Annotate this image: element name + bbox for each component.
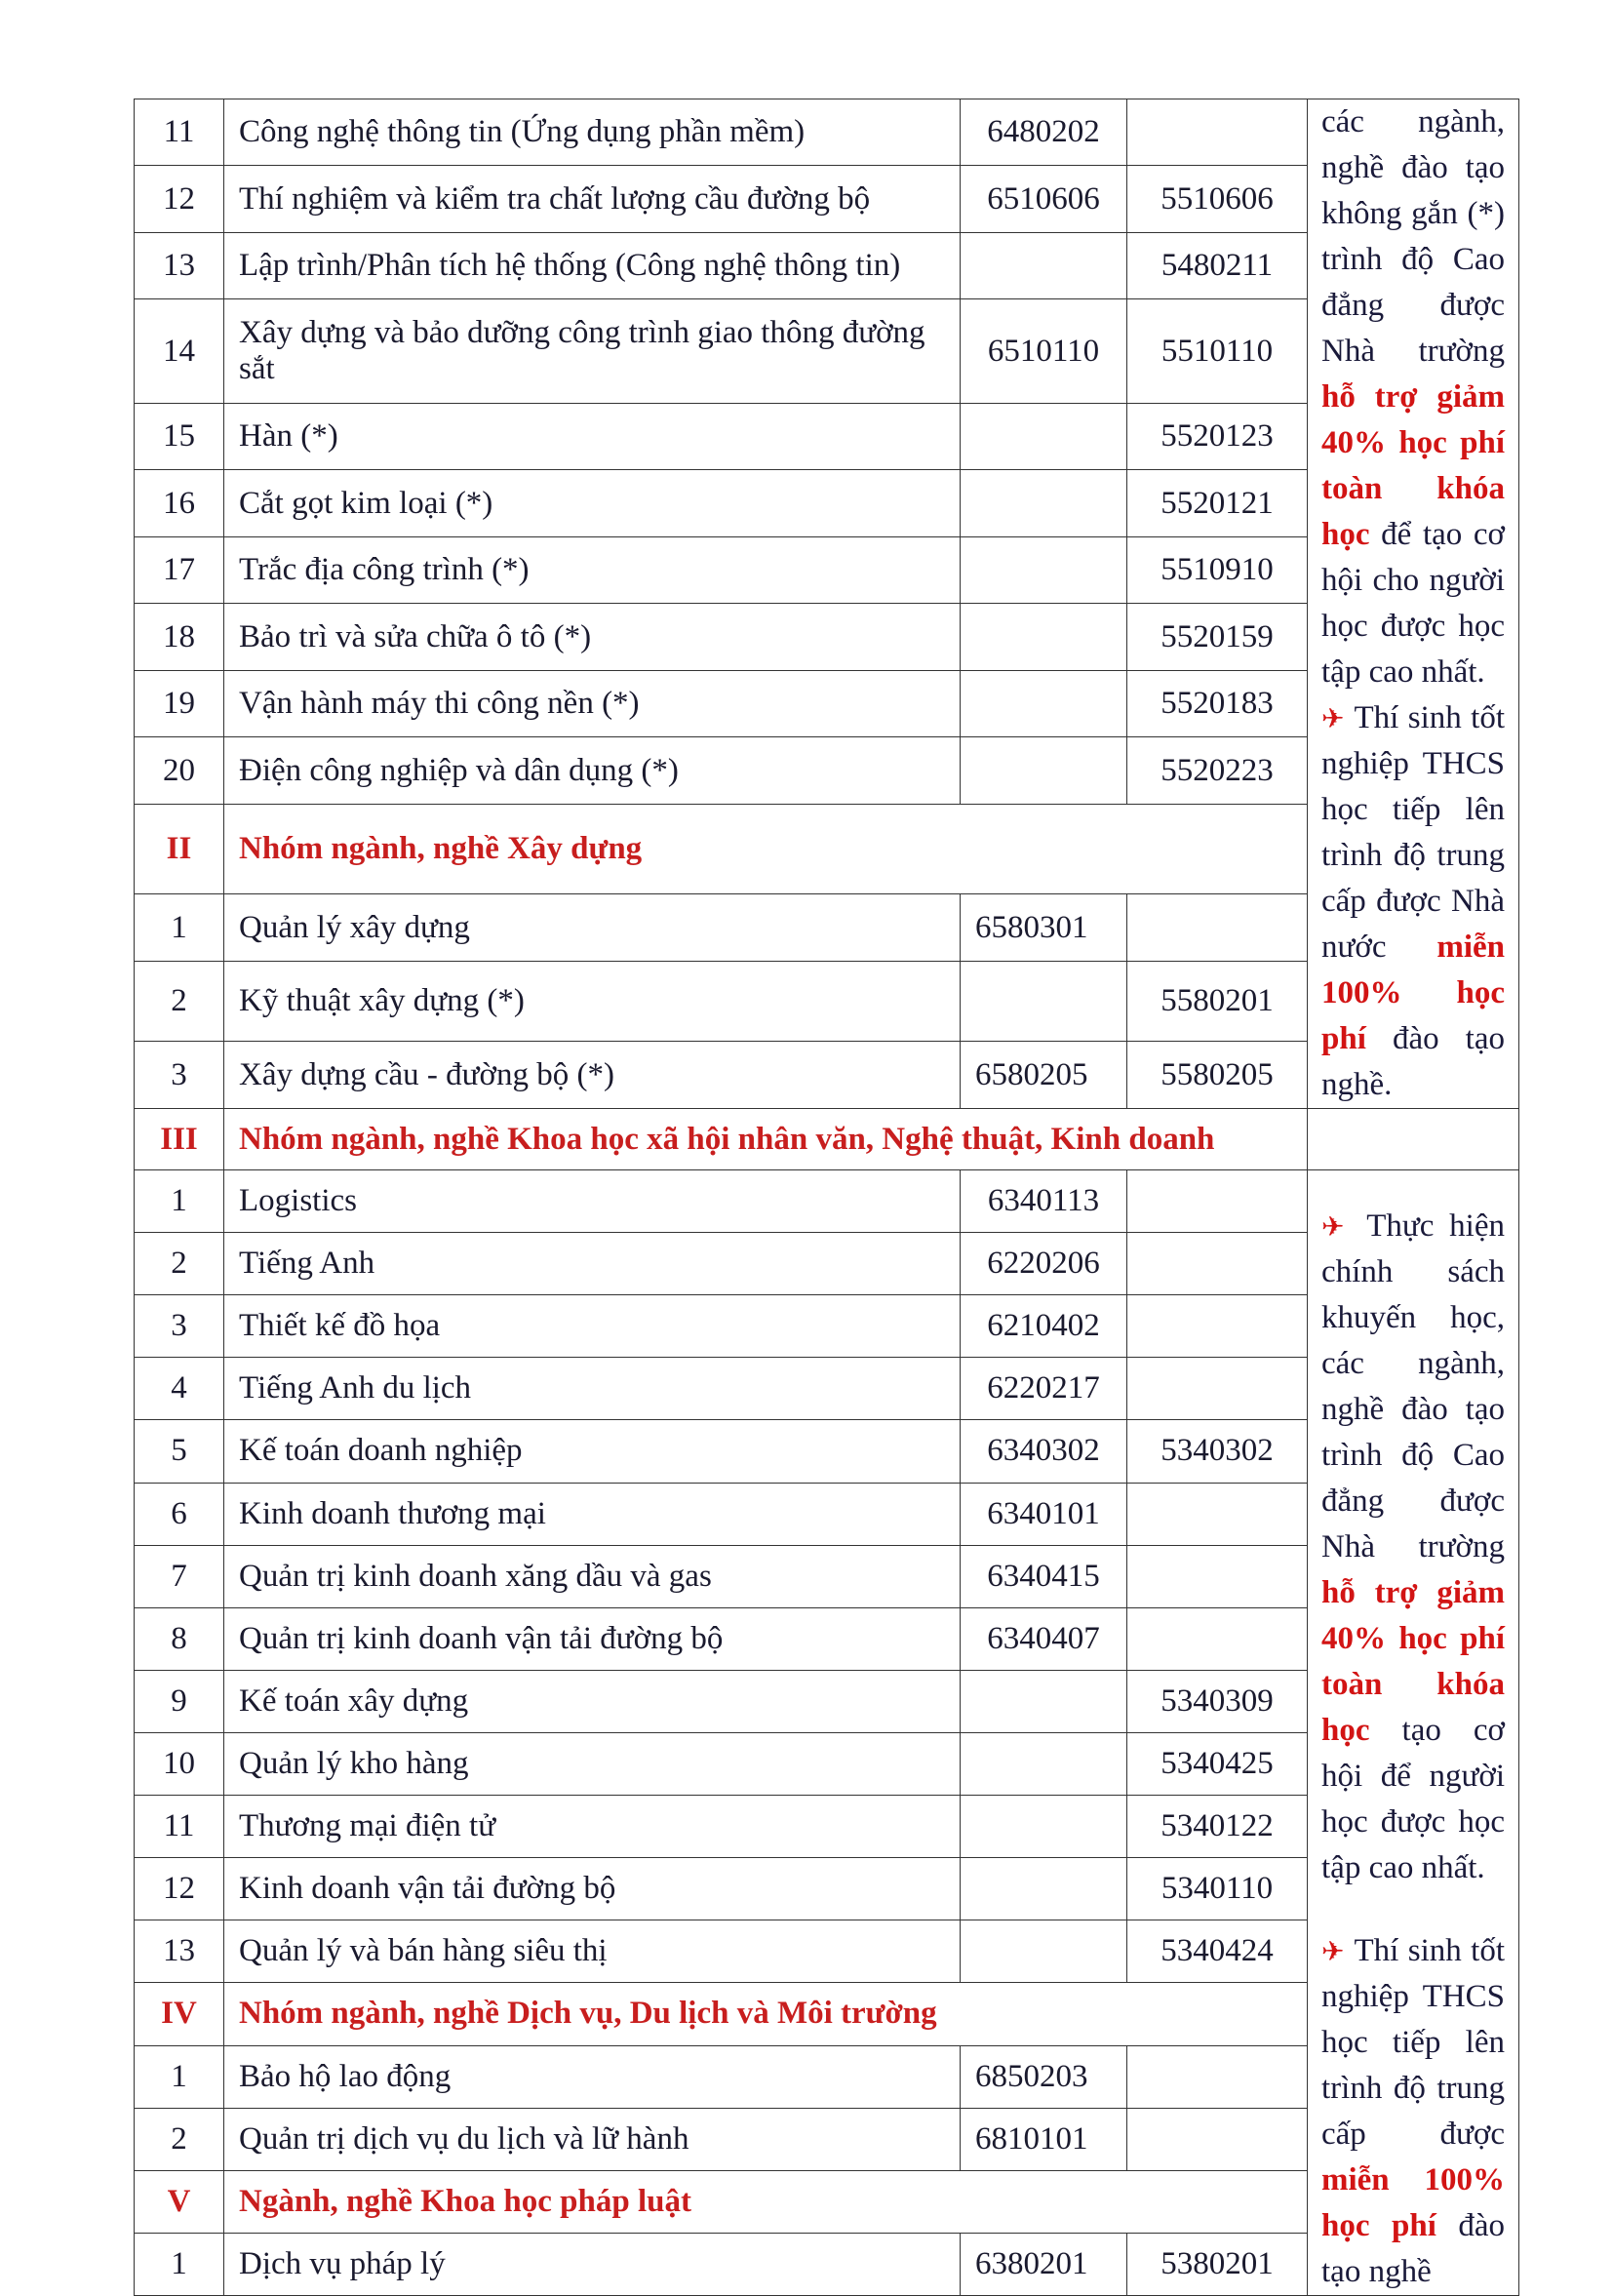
code-college [961,670,1127,736]
program-name: Kỹ thuật xây dựng (*) [224,961,961,1042]
note-bottom-text-1: Thực hiện chính sách khuyến học, các ngành, nghề đào tạo trình độ Cao đẳng được Nhà trường [1321,1208,1505,1564]
group-number: IV [135,1983,224,2045]
code-college [961,232,1127,298]
row-number: 8 [135,1607,224,1670]
program-name: Quản trị dịch vụ du lịch và lữ hành [224,2108,961,2170]
row-number: 2 [135,1233,224,1295]
group-name: Nhóm ngành, nghề Xây dựng [224,804,1308,893]
code-college [961,1796,1127,1858]
row-number: 1 [135,2045,224,2108]
code-college [961,403,1127,469]
note-cell-top [1308,99,1519,1109]
airplane-icon: ✈ [1321,1935,1346,1967]
code-intermediate [1127,1607,1308,1670]
code-college: 6210402 [961,1295,1127,1358]
code-intermediate: 5480211 [1127,232,1308,298]
code-intermediate [1127,1295,1308,1358]
row-number: 3 [135,1042,224,1109]
note-bottom-text-2: tạo cơ hội để người học được học tập cao nhất. [1321,1713,1505,1885]
code-college: 6480202 [961,99,1127,166]
note-top-text-3: Thí sinh tốt nghiệp THCS học tiếp lên trình độ trung cấp được Nhà nước [1321,700,1505,965]
row-number: 2 [135,961,224,1042]
program-name: Kinh doanh vận tải đường bộ [224,1858,961,1920]
program-name: Vận hành máy thi công nền (*) [224,670,961,736]
airplane-icon: ✈ [1321,702,1346,734]
code-intermediate [1127,1483,1308,1545]
code-intermediate: 5520159 [1127,604,1308,670]
row-number: 15 [135,403,224,469]
note-top-highlight-1: hỗ trợ giảm 40% học phí toàn khóa học [1321,379,1505,552]
code-college: 6580205 [961,1042,1127,1109]
row-number: 10 [135,1732,224,1795]
code-intermediate [1127,99,1308,166]
group-name: Ngành, nghề Khoa học pháp luật [224,2170,1308,2233]
note-top-highlight-2: miễn 100% học phí [1321,930,1505,1056]
program-name: Trắc địa công trình (*) [224,536,961,603]
note-bottom-text-4: đào tạo nghề [1321,2208,1505,2289]
program-name: Dịch vụ pháp lý [224,2233,961,2295]
row-number: 12 [135,166,224,232]
note-top-text-1: các ngành, nghề đào tạo không gắn (*) trình độ Cao đẳng được Nhà trường [1321,104,1505,369]
code-intermediate [1127,1233,1308,1295]
program-name: Cắt gọt kim loại (*) [224,470,961,536]
code-intermediate: 5340302 [1127,1420,1308,1483]
code-college: 6510110 [961,299,1127,404]
code-intermediate: 5340309 [1127,1670,1308,1732]
code-college [961,961,1127,1042]
code-intermediate: 5510606 [1127,166,1308,232]
row-number: 5 [135,1420,224,1483]
group-name: Nhóm ngành, nghề Khoa học xã hội nhân văn, Nghệ thuật, Kinh doanh [224,1109,1308,1170]
program-name: Hàn (*) [224,403,961,469]
code-intermediate [1127,1358,1308,1420]
code-college: 6580301 [961,894,1127,961]
row-number: 19 [135,670,224,736]
program-name: Thương mại điện tử [224,1796,961,1858]
program-name: Quản lý xây dựng [224,894,961,961]
code-college: 6340415 [961,1545,1127,1607]
code-college [961,1670,1127,1732]
programs-table-container [134,99,1518,2296]
group-number: V [135,2170,224,2233]
group-name: Nhóm ngành, nghề Dịch vụ, Du lịch và Môi trường [224,1983,1308,2045]
airplane-icon: ✈ [1321,1210,1352,1243]
program-name: Logistics [224,1170,961,1233]
row-number: 4 [135,1358,224,1420]
program-name: Quản trị kinh doanh xăng dầu và gas [224,1545,961,1607]
row-number: 1 [135,1170,224,1233]
table-row [135,1170,1519,1233]
program-name: Bảo trì và sửa chữa ô tô (*) [224,604,961,670]
program-name: Công nghệ thông tin (Ứng dụng phần mềm) [224,99,961,166]
code-intermediate [1127,894,1308,961]
code-intermediate: 5510910 [1127,536,1308,603]
code-college: 6380201 [961,2233,1127,2295]
code-college: 6340302 [961,1420,1127,1483]
code-intermediate: 5380201 [1127,2233,1308,2295]
program-name: Bảo hộ lao động [224,2045,961,2108]
note-cell-bottom [1308,1170,1519,2296]
code-intermediate: 5520123 [1127,403,1308,469]
code-college: 6850203 [961,2045,1127,2108]
code-intermediate: 5520223 [1127,737,1308,804]
code-intermediate: 5340425 [1127,1732,1308,1795]
row-number: 11 [135,99,224,166]
program-name: Kế toán doanh nghiệp [224,1420,961,1483]
program-name: Tiếng Anh du lịch [224,1358,961,1420]
program-name: Tiếng Anh [224,1233,961,1295]
programs-table-body [135,99,1519,2296]
program-name: Quản lý kho hàng [224,1732,961,1795]
code-college [961,1920,1127,1983]
code-intermediate: 5340122 [1127,1796,1308,1858]
code-intermediate: 5340110 [1127,1858,1308,1920]
code-college [961,737,1127,804]
code-intermediate: 5510110 [1127,299,1308,404]
code-intermediate: 5340424 [1127,1920,1308,1983]
code-college [961,1732,1127,1795]
code-intermediate [1127,1545,1308,1607]
row-number: 13 [135,232,224,298]
program-name: Kế toán xây dựng [224,1670,961,1732]
note-bottom-highlight-1: hỗ trợ giảm 40% học phí toàn khóa học [1321,1575,1505,1748]
code-intermediate [1127,2108,1308,2170]
note-cell-empty [1308,1109,1519,1170]
group-number: III [135,1109,224,1170]
program-name: Quản trị kinh doanh vận tải đường bộ [224,1607,961,1670]
row-number: 20 [135,737,224,804]
note-top-text-2: để tạo cơ hội cho người học được học tập cao nhất. [1321,517,1505,690]
code-intermediate: 5580205 [1127,1042,1308,1109]
row-number: 7 [135,1545,224,1607]
row-number: 1 [135,2233,224,2295]
row-number: 14 [135,299,224,404]
note-bottom-text-3: Thí sinh tốt nghiệp THCS học tiếp lên trình độ trung cấp được [1321,1933,1505,2152]
code-college: 6220206 [961,1233,1127,1295]
code-college: 6340407 [961,1607,1127,1670]
program-name: Thí nghiệm và kiểm tra chất lượng cầu đường bộ [224,166,961,232]
row-number: 18 [135,604,224,670]
code-college: 6510606 [961,166,1127,232]
row-number: 1 [135,894,224,961]
row-number: 3 [135,1295,224,1358]
program-name: Lập trình/Phân tích hệ thống (Công nghệ thông tin) [224,232,961,298]
code-intermediate: 5520183 [1127,670,1308,736]
program-name: Điện công nghiệp và dân dụng (*) [224,737,961,804]
programs-table [134,99,1519,2296]
row-number: 16 [135,470,224,536]
row-number: 12 [135,1858,224,1920]
table-row [135,99,1519,166]
row-number: 6 [135,1483,224,1545]
code-intermediate: 5520121 [1127,470,1308,536]
code-college: 6810101 [961,2108,1127,2170]
group-row [135,1109,1519,1170]
row-number: 11 [135,1796,224,1858]
program-name: Xây dựng và bảo dưỡng công trình giao thông đường sắt [224,299,961,404]
code-college [961,604,1127,670]
row-number: 17 [135,536,224,603]
row-number: 2 [135,2108,224,2170]
program-name: Thiết kế đồ họa [224,1295,961,1358]
note-bottom [1321,1170,1505,2295]
code-intermediate: 5580201 [1127,961,1308,1042]
code-intermediate [1127,2045,1308,2108]
row-number: 9 [135,1670,224,1732]
code-college [961,1858,1127,1920]
note-top-text-4: đào tạo nghề. [1321,1021,1505,1102]
code-college [961,470,1127,536]
code-intermediate [1127,1170,1308,1233]
note-bottom-highlight-2: miễn 100% học phí [1321,2162,1505,2243]
row-number: 13 [135,1920,224,1983]
program-name: Xây dựng cầu - đường bộ (*) [224,1042,961,1109]
note-top [1321,99,1505,1108]
group-number: II [135,804,224,893]
code-college: 6340101 [961,1483,1127,1545]
code-college: 6340113 [961,1170,1127,1233]
program-name: Quản lý và bán hàng siêu thị [224,1920,961,1983]
program-name: Kinh doanh thương mại [224,1483,961,1545]
code-college [961,536,1127,603]
code-college: 6220217 [961,1358,1127,1420]
